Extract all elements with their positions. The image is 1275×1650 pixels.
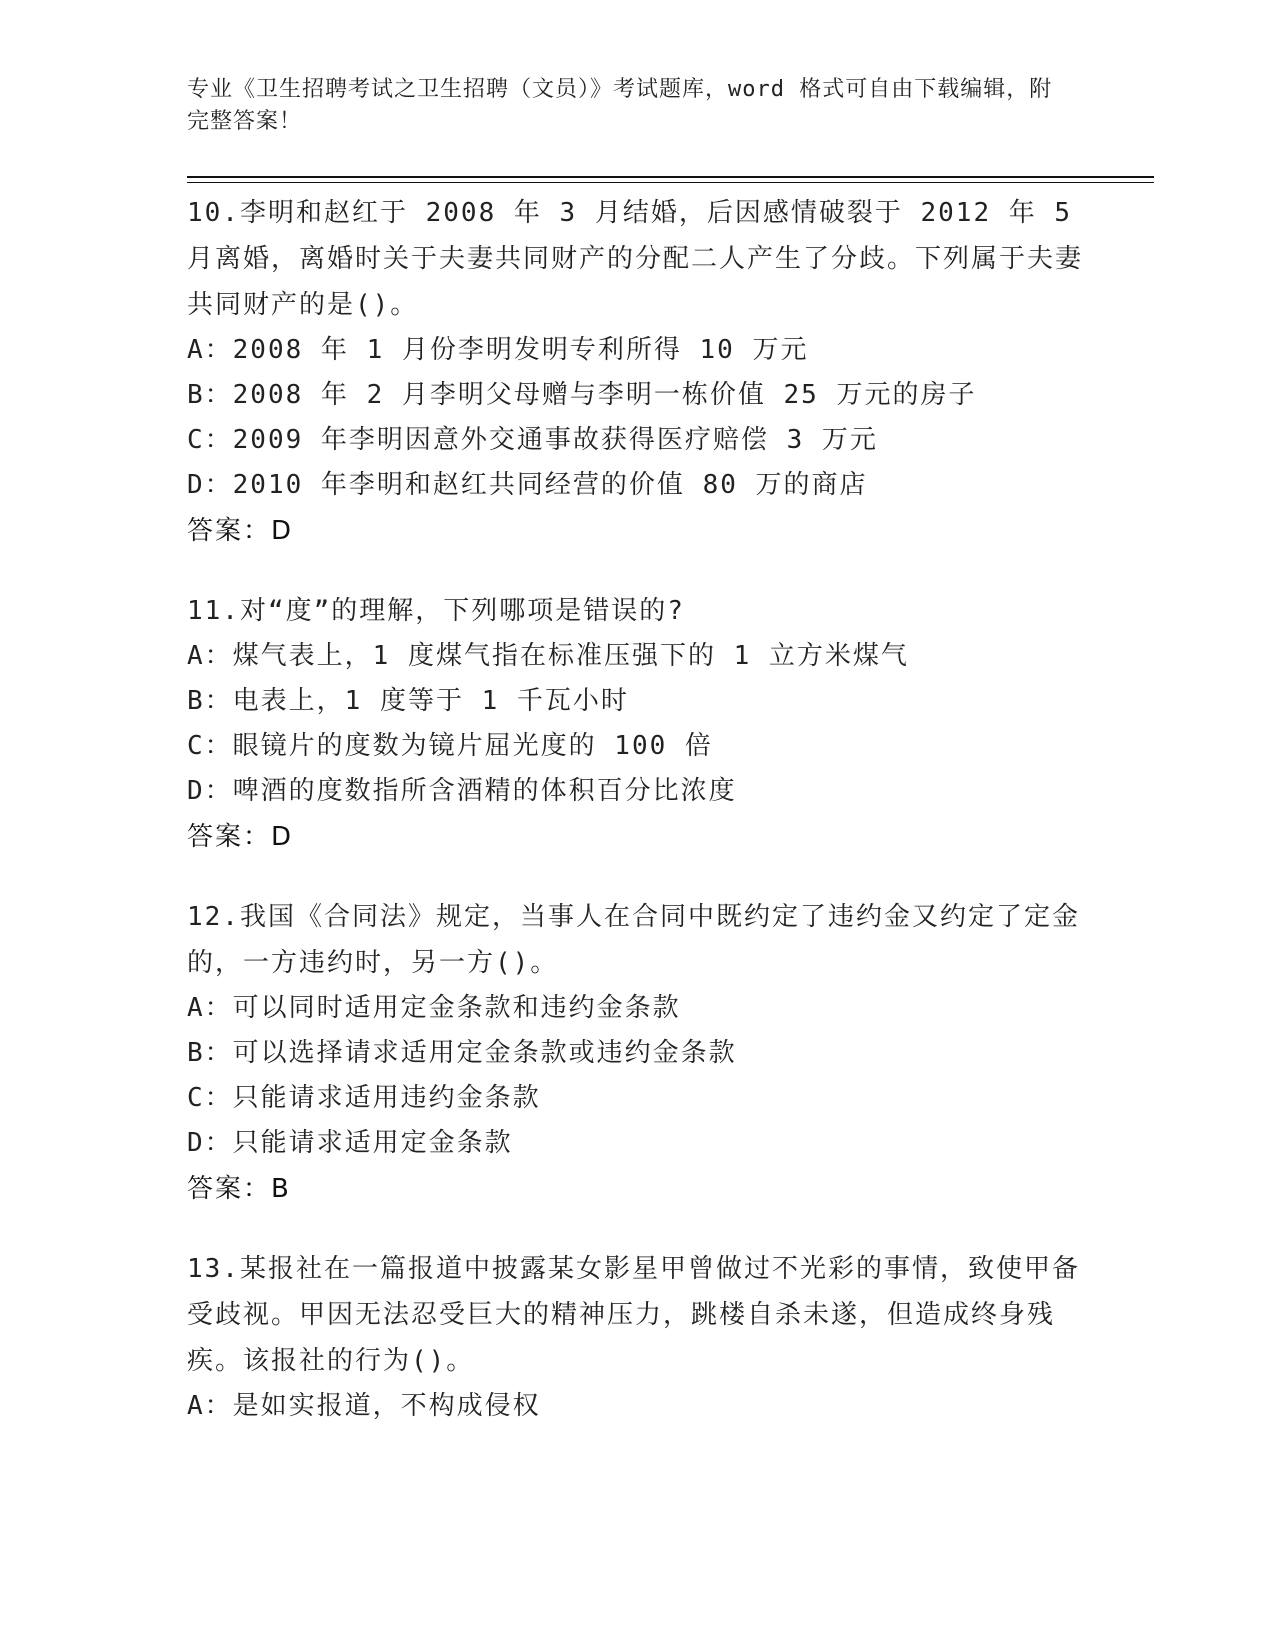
question-list	[187, 190, 1087, 1463]
option-c: C：2009 年李明因意外交通事故获得医疗赔偿 3 万元	[187, 425, 878, 455]
question-stem: 13.某报社在一篇报道中披露某女影星甲曾做过不光彩的事情，致使甲备受歧视。甲因无法忍受巨大的精神压力，跳楼自杀未遂，但造成终身残疾。该报社的行为()。	[187, 1254, 1080, 1376]
option-d: D：啤酒的度数指所含酒精的体积百分比浓度	[187, 776, 737, 806]
header-divider-thin	[187, 182, 1154, 183]
option-a: A：可以同时适用定金条款和违约金条款	[187, 993, 681, 1023]
option-c: C：眼镜片的度数为镜片屈光度的 100 倍	[187, 731, 713, 761]
option-a: A：煤气表上，1 度煤气指在标准压强下的 1 立方米煤气	[187, 641, 909, 671]
question-stem: 10.李明和赵红于 2008 年 3 月结婚，后因感情破裂于 2012 年 5 月离婚，离婚时关于夫妻共同财产的分配二人产生了分歧。下列属于夫妻共同财产的是()。	[187, 198, 1084, 320]
question-13	[187, 1246, 1087, 1429]
option-d: D：2010 年李明和赵红共同经营的价值 80 万的商店	[187, 470, 868, 500]
option-a: A：2008 年 1 月份李明发明专利所得 10 万元	[187, 335, 809, 365]
answer-label: 答案：D	[187, 822, 294, 852]
option-a: A：是如实报道，不构成侵权	[187, 1391, 541, 1421]
question-10	[187, 190, 1087, 554]
header-divider	[187, 176, 1154, 178]
option-c: C：只能请求适用违约金条款	[187, 1083, 541, 1113]
question-12	[187, 894, 1087, 1212]
option-d: D：只能请求适用定金条款	[187, 1128, 513, 1158]
question-stem: 11.对“度”的理解，下列哪项是错误的?	[187, 596, 685, 626]
answer-label: 答案：D	[187, 516, 294, 546]
option-b: B：电表上，1 度等于 1 千瓦小时	[187, 686, 629, 716]
question-11	[187, 588, 1087, 860]
option-b: B：可以选择请求适用定金条款或违约金条款	[187, 1038, 737, 1068]
question-stem: 12.我国《合同法》规定，当事人在合同中既约定了违约金又约定了定金的，一方违约时，另一方()。	[187, 902, 1080, 978]
answer-label: 答案：B	[187, 1174, 291, 1204]
document-intro: 专业《卫生招聘考试之卫生招聘（文员）》考试题库，word 格式可自由下载编辑，附完整答案！	[187, 77, 1053, 134]
option-b: B：2008 年 2 月李明父母赠与李明一栋价值 25 万元的房子	[187, 380, 977, 410]
